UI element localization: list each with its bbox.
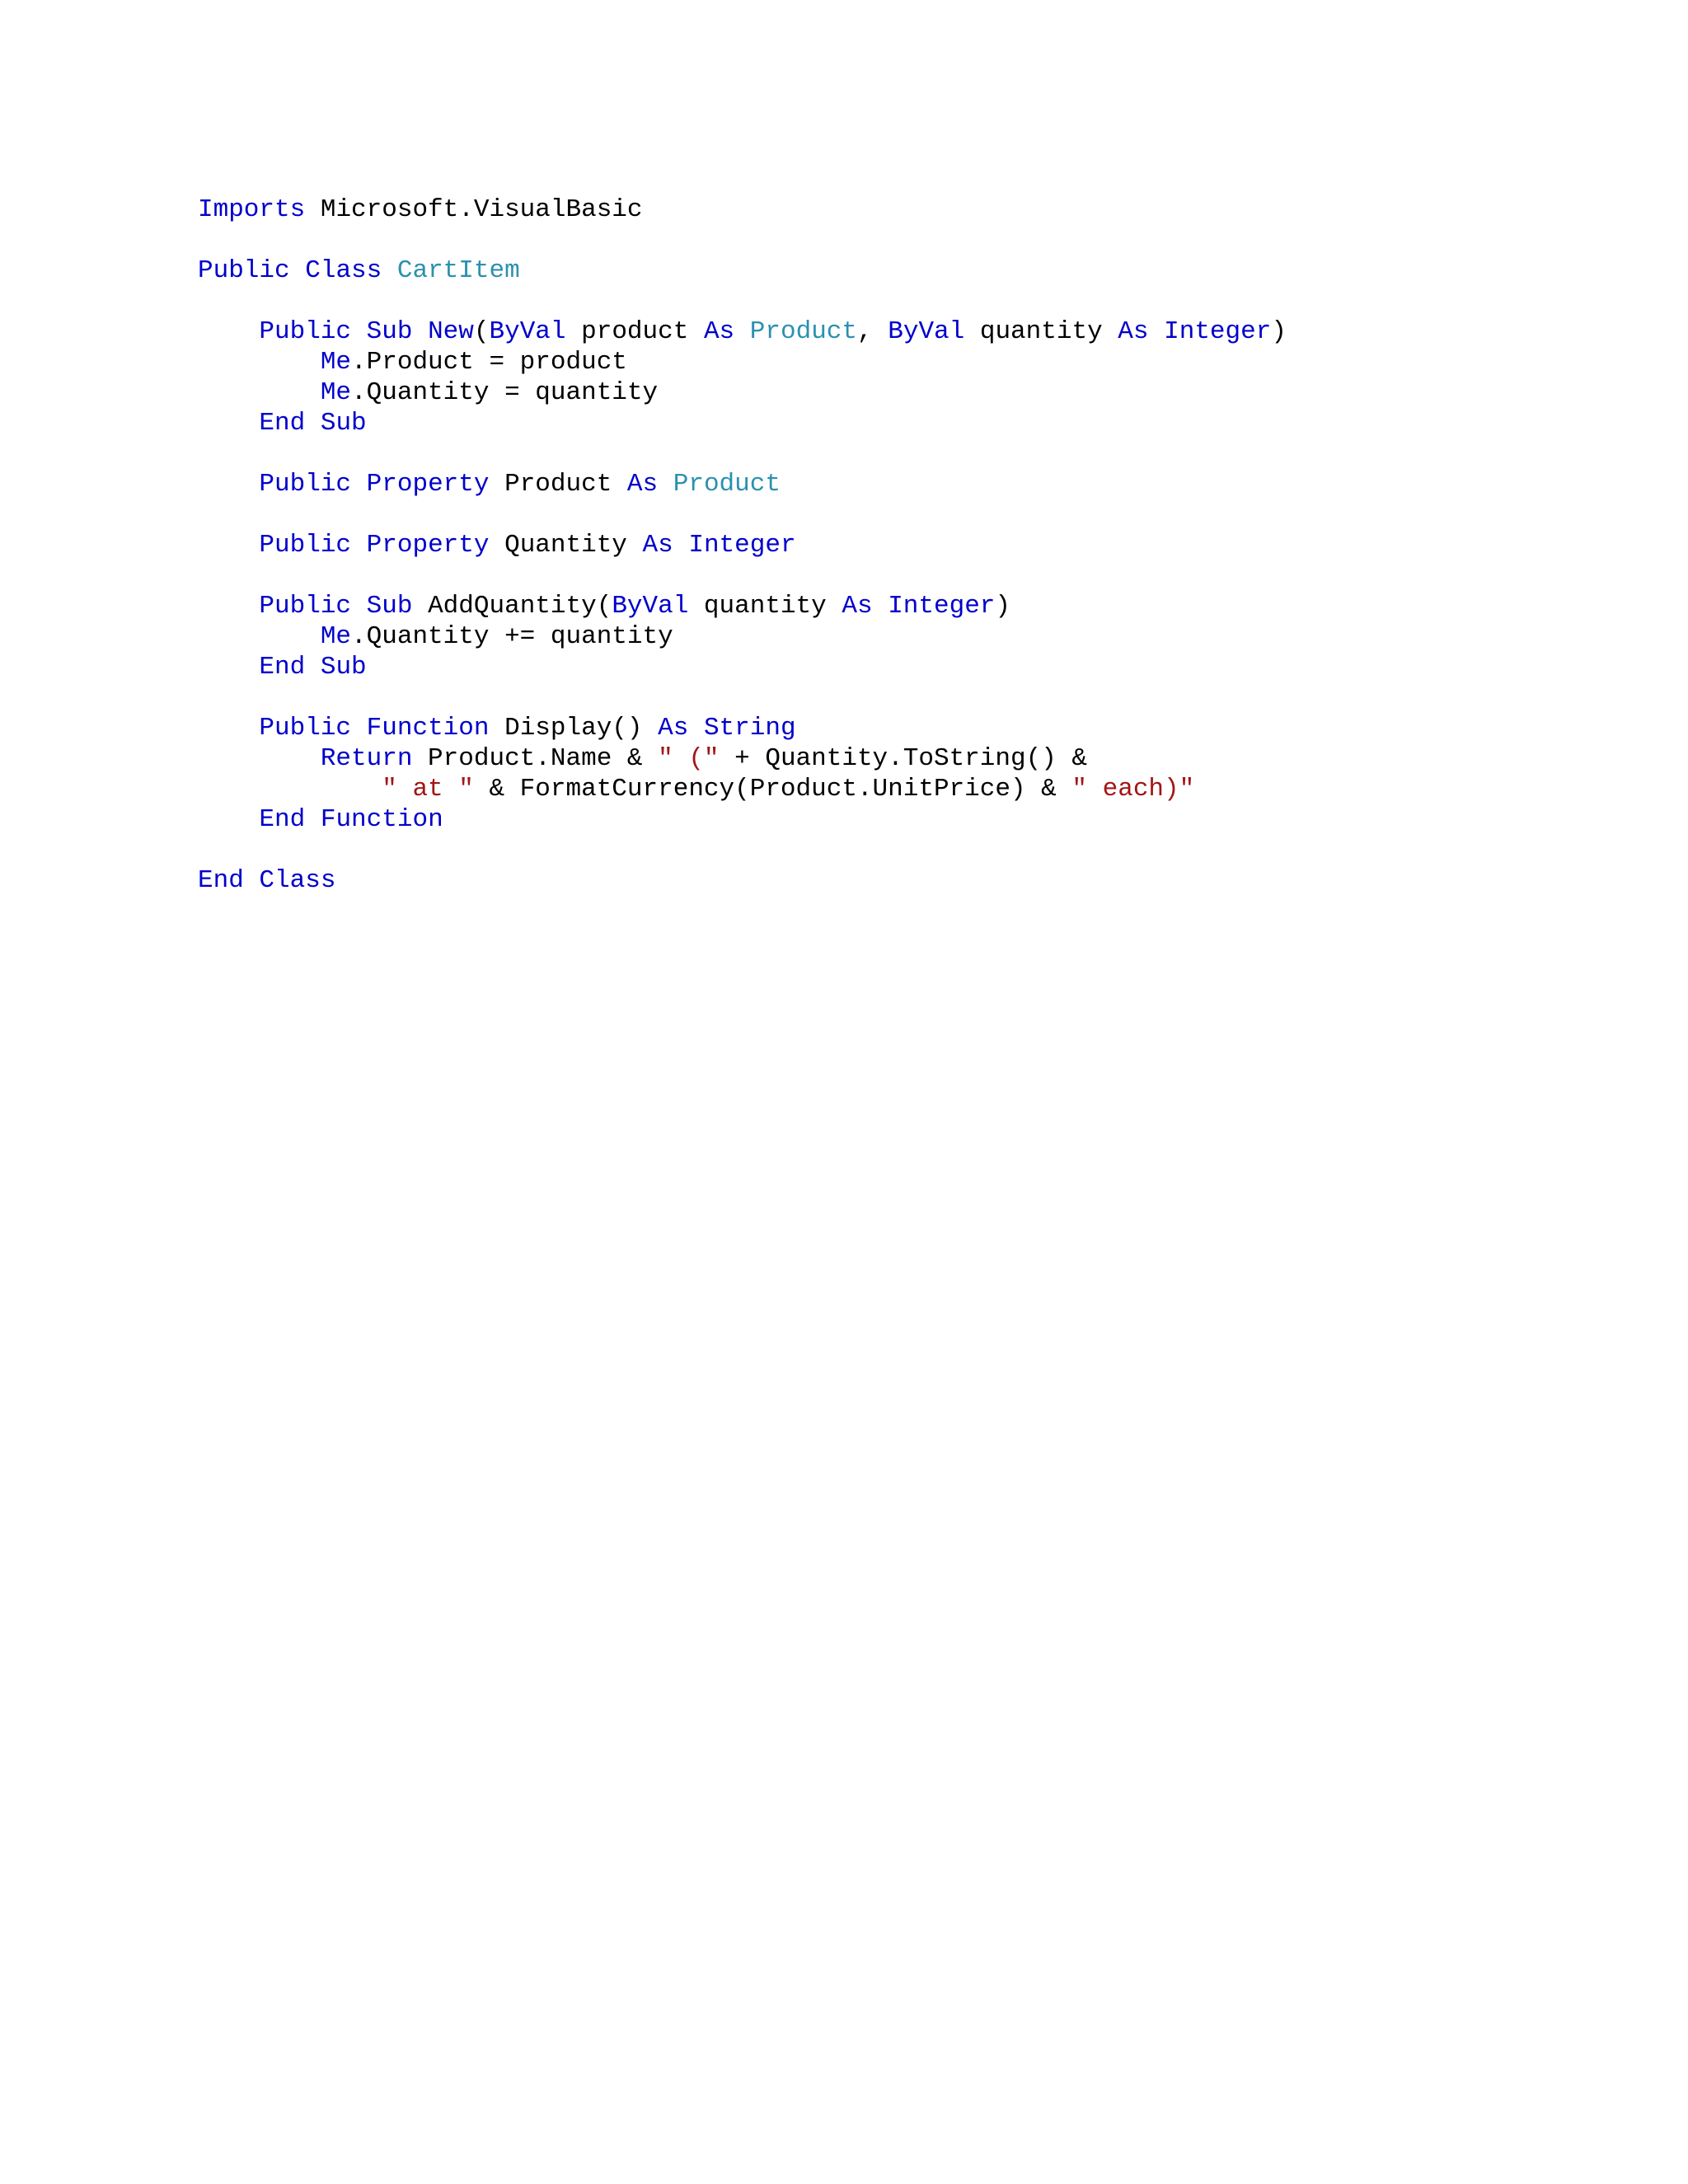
code-text: product bbox=[565, 317, 704, 346]
code-text bbox=[305, 653, 321, 682]
code-text: Product.Name & bbox=[412, 744, 659, 773]
code-text bbox=[688, 714, 704, 743]
code-text: & FormatCurrency(Product.UnitPrice) & bbox=[473, 775, 1072, 804]
code-text bbox=[198, 470, 259, 499]
code-text: quantity bbox=[964, 317, 1118, 346]
code-text: , bbox=[857, 317, 889, 346]
code-text bbox=[658, 470, 673, 499]
code-text: AddQuantity( bbox=[412, 592, 612, 621]
code-text: .Quantity += quantity bbox=[351, 622, 673, 651]
code-keyword: As bbox=[842, 592, 873, 621]
code-keyword: Integer bbox=[688, 531, 796, 560]
code-text: ) bbox=[995, 592, 1011, 621]
code-text bbox=[382, 256, 397, 285]
code-keyword: Sub bbox=[320, 409, 367, 438]
code-line bbox=[198, 621, 1287, 652]
code-line bbox=[198, 225, 1287, 255]
code-keyword: As bbox=[1118, 317, 1149, 346]
code-keyword: As bbox=[626, 470, 659, 499]
code-text bbox=[412, 317, 428, 346]
code-keyword: Sub bbox=[366, 592, 413, 621]
code-keyword: Function bbox=[320, 805, 443, 834]
code-text: .Quantity = quantity bbox=[351, 378, 659, 407]
code-line bbox=[198, 652, 1287, 682]
code-line bbox=[198, 316, 1287, 347]
code-keyword: Property bbox=[366, 531, 490, 560]
code-text bbox=[305, 409, 321, 438]
code-text bbox=[244, 866, 260, 895]
code-text: Quantity bbox=[489, 531, 643, 560]
code-keyword: Sub bbox=[366, 317, 413, 346]
code-text bbox=[198, 744, 321, 773]
code-text bbox=[198, 714, 259, 743]
code-text bbox=[198, 805, 259, 834]
code-line bbox=[198, 743, 1287, 774]
code-line bbox=[198, 865, 1287, 896]
code-text bbox=[305, 805, 321, 834]
code-keyword: Public bbox=[198, 256, 290, 285]
code-string: " at " bbox=[382, 775, 474, 804]
code-line bbox=[198, 774, 1287, 804]
code-type-name: Product bbox=[673, 470, 781, 499]
code-text bbox=[198, 775, 382, 804]
code-text bbox=[198, 653, 259, 682]
code-text bbox=[198, 409, 259, 438]
code-text bbox=[873, 592, 889, 621]
code-keyword: Me bbox=[320, 348, 352, 377]
code-text: ) bbox=[1271, 317, 1287, 346]
code-keyword: Return bbox=[320, 744, 413, 773]
code-keyword: New bbox=[428, 317, 474, 346]
code-text bbox=[351, 470, 367, 499]
code-keyword: As bbox=[642, 531, 673, 560]
code-text bbox=[351, 317, 367, 346]
code-keyword: Public bbox=[259, 470, 352, 499]
code-keyword: End bbox=[259, 653, 306, 682]
code-text: ( bbox=[473, 317, 490, 346]
code-listing bbox=[198, 194, 1287, 896]
code-keyword: String bbox=[703, 714, 796, 743]
code-keyword: Public bbox=[259, 317, 352, 346]
code-string: " each)" bbox=[1071, 775, 1195, 804]
code-line bbox=[198, 835, 1287, 865]
code-string: " (" bbox=[658, 744, 720, 773]
code-line bbox=[198, 347, 1287, 377]
code-text bbox=[1149, 317, 1165, 346]
code-line bbox=[198, 286, 1287, 316]
code-keyword: ByVal bbox=[888, 317, 965, 346]
code-keyword: Public bbox=[259, 531, 352, 560]
code-text bbox=[198, 622, 321, 651]
code-keyword: Class bbox=[259, 866, 336, 895]
code-text: .Product = product bbox=[351, 348, 627, 377]
code-keyword: Class bbox=[305, 256, 382, 285]
code-keyword: ByVal bbox=[612, 592, 689, 621]
code-line bbox=[198, 194, 1287, 225]
code-keyword: End bbox=[259, 805, 306, 834]
code-keyword: Me bbox=[320, 622, 352, 651]
code-text bbox=[351, 714, 367, 743]
code-line bbox=[198, 560, 1287, 591]
code-text bbox=[198, 531, 259, 560]
code-keyword: End bbox=[259, 409, 306, 438]
code-keyword: Function bbox=[366, 714, 490, 743]
code-keyword: End bbox=[198, 866, 244, 895]
code-text bbox=[290, 256, 306, 285]
code-text bbox=[198, 378, 321, 407]
code-line bbox=[198, 469, 1287, 499]
code-keyword: Imports bbox=[198, 195, 306, 224]
code-line bbox=[198, 499, 1287, 530]
code-keyword: Public bbox=[259, 714, 352, 743]
code-line bbox=[198, 530, 1287, 560]
code-text: Product bbox=[489, 470, 627, 499]
code-keyword: Integer bbox=[888, 592, 996, 621]
code-type-name: Product bbox=[749, 317, 858, 346]
code-text bbox=[198, 592, 259, 621]
code-type-name: CartItem bbox=[396, 256, 520, 285]
code-line bbox=[198, 377, 1287, 408]
code-text bbox=[351, 592, 367, 621]
code-text bbox=[734, 317, 750, 346]
code-line bbox=[198, 255, 1287, 286]
code-keyword: As bbox=[658, 714, 689, 743]
code-text bbox=[351, 531, 367, 560]
code-line bbox=[198, 682, 1287, 713]
code-line bbox=[198, 804, 1287, 835]
code-keyword: As bbox=[703, 317, 735, 346]
code-line bbox=[198, 713, 1287, 743]
code-text: + Quantity.ToString() & bbox=[719, 744, 1088, 773]
code-text: quantity bbox=[688, 592, 842, 621]
code-text bbox=[673, 531, 689, 560]
code-text bbox=[198, 348, 321, 377]
code-text: Display() bbox=[489, 714, 659, 743]
code-text bbox=[198, 317, 259, 346]
code-keyword: Public bbox=[259, 592, 352, 621]
code-keyword: Property bbox=[366, 470, 490, 499]
code-keyword: Me bbox=[320, 378, 352, 407]
code-keyword: Sub bbox=[320, 653, 367, 682]
code-keyword: Integer bbox=[1164, 317, 1272, 346]
code-line bbox=[198, 408, 1287, 438]
code-text: Microsoft.VisualBasic bbox=[305, 195, 643, 224]
code-line bbox=[198, 591, 1287, 621]
code-keyword: ByVal bbox=[489, 317, 566, 346]
code-line bbox=[198, 438, 1287, 469]
